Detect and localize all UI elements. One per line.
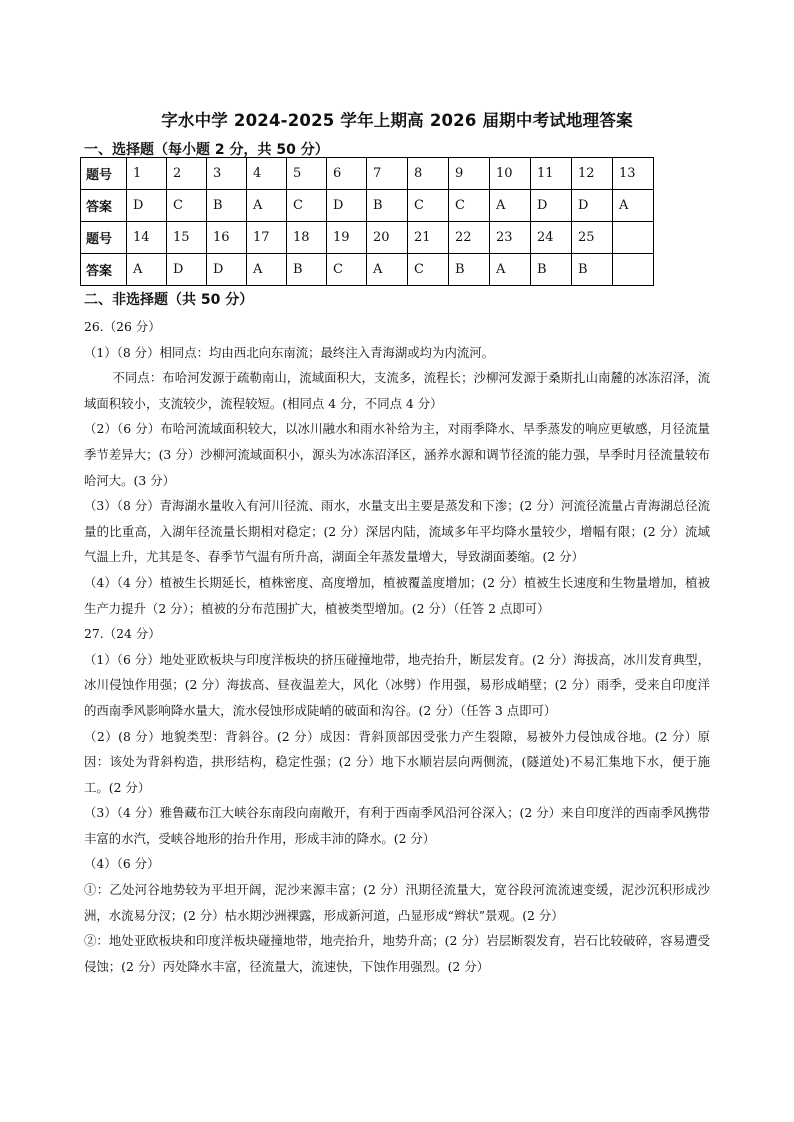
answer-table-body (81, 158, 654, 286)
q26-part-1: （1）（8 分）相同点：均由西北向东南流；最终注入青海湖或均为内流河。 (84, 344, 495, 360)
question-number-cell: 1 (127, 158, 167, 190)
question-number-cell: 8 (408, 158, 449, 190)
question-number-cell: 17 (247, 222, 287, 254)
question-number-cell: 13 (613, 158, 654, 190)
question-number-cell: 23 (490, 222, 531, 254)
answer-cell: C (327, 254, 367, 286)
answer-text-body (84, 314, 710, 979)
answer-cell: A (367, 254, 408, 286)
question-number-cell: 21 (408, 222, 449, 254)
q26-part-3: （3）（8 分）青海湖水量收入有河川径流、雨水，水量支出主要是蒸发和下渗；(2 分）河流径流量占青海湖总径流量的比重高，入湖年径流量长期相对稳定；(2 分）深居内陆，流域多年平均降水量较少，增幅有限；(2 分）流域气温上升，尤其是冬、春季节气温有所升高，湖面全年蒸发量增大，导致湖面萎缩。(2 分） (84, 498, 710, 565)
question-number-row-label: 题号 (81, 222, 127, 254)
q26-part-2: （2）（6 分）布哈河流域面积较大，以冰川融水和雨水补给为主，对雨季降水、旱季蒸发的响应更敏感，月径流量季节差异大；(3 分）沙柳河流域面积小，源头为冰冻沼泽区，涵养水源和调节径流的能力强，旱季时月径流量较布哈河大。(3 分） (84, 421, 710, 488)
answer-cell: A (613, 190, 654, 222)
question-number-cell: 14 (127, 222, 167, 254)
answer-row (81, 254, 654, 286)
answer-cell: B (449, 254, 490, 286)
q27-part-1: （1）（6 分）地处亚欧板块与印度洋板块的挤压碰撞地带，地壳抬升，断层发育。(2 分）海拔高，冰川发育典型，冰川侵蚀作用强；(2 分）海拔高、昼夜温差大，风化（冰劈）作用强，易形成峭壁；(2 分）雨季，受来自印度洋的西南季风影响降水量大，流水侵蚀形成陡峭的破面和沟谷。(2 分）（任答 3 点即可） (84, 651, 710, 718)
q26-part-1-differences: 不同点：布哈河发源于疏勒南山，流域面积大，支流多，流程长；沙柳河发源于桑斯扎山南麓的冰冻沼泽，流域面积较小，支流较少，流程较短。(相同点 4 分，不同点 4 分） (84, 370, 710, 411)
answer-cell: D (167, 254, 207, 286)
question-number-cell: 15 (167, 222, 207, 254)
answer-cell: B (287, 254, 327, 286)
answer-cell: C (408, 254, 449, 286)
answer-cell: D (572, 190, 613, 222)
answer-cell: A (490, 254, 531, 286)
question-number-cell: 20 (367, 222, 408, 254)
question-number-row (81, 158, 654, 190)
q27-part-4-point-2: ②：地处亚欧板块和印度洋板块碰撞地带，地壳抬升，地势升高；(2 分）岩层断裂发育，岩石比较破碎，容易遭受侵蚀；(2 分）丙处降水丰富，径流量大，流速快，下蚀作用强烈。(2 分） (84, 933, 710, 974)
section-2-heading: 二、非选择题（共 50 分） (84, 292, 254, 308)
answer-cell: C (167, 190, 207, 222)
answer-cell: B (367, 190, 408, 222)
answer-cell (613, 254, 654, 286)
q27-part-4-header: （4）（6 分） (84, 856, 160, 872)
answer-cell: B (207, 190, 247, 222)
answer-cell: D (327, 190, 367, 222)
answer-row (81, 190, 654, 222)
answer-cell: C (287, 190, 327, 222)
q27-part-3: （3）（4 分）雅鲁藏布江大峡谷东南段向南敞开，有利于西南季风沿河谷深入；(2 分）来自印度洋的西南季风携带丰富的水汽，受峡谷地形的抬升作用，形成丰沛的降水。(2 分） (84, 805, 710, 846)
question-number-cell: 10 (490, 158, 531, 190)
q26-part-4: （4）（4 分）植被生长期延长，植株密度、高度增加，植被覆盖度增加；(2 分）植被生长速度和生物量增加，植被生产力提升（2 分）；植被的分布范围扩大，植被类型增加。(2 分）（任答 2 点即可） (84, 574, 710, 616)
answer-cell: A (127, 254, 167, 286)
question-number-cell: 4 (247, 158, 287, 190)
question-number-cell: 11 (531, 158, 572, 190)
answer-cell: A (490, 190, 531, 222)
answer-cell: A (247, 254, 287, 286)
question-number-cell: 22 (449, 222, 490, 254)
question-27-header: 27.（24 分） (84, 626, 161, 642)
answer-cell: A (247, 190, 287, 222)
section-1-heading: 一、选择题（每小题 2 分，共 50 分） (84, 142, 329, 158)
answer-cell: B (572, 254, 613, 286)
question-number-cell (613, 222, 654, 254)
answer-row-label: 答案 (81, 190, 127, 222)
question-number-row (81, 222, 654, 254)
answer-cell: C (408, 190, 449, 222)
question-number-cell: 19 (327, 222, 367, 254)
answer-table (80, 157, 654, 286)
question-number-cell: 18 (287, 222, 327, 254)
question-number-cell: 3 (207, 158, 247, 190)
question-number-cell: 12 (572, 158, 613, 190)
question-number-cell: 25 (572, 222, 613, 254)
answer-cell: D (531, 190, 572, 222)
answer-cell: B (531, 254, 572, 286)
q27-part-4-point-1: ①：乙处河谷地势较为平坦开阔，泥沙来源丰富；(2 分）汛期径流量大，宽谷段河流流速变缓，泥沙沉积形成沙洲，水流易分汊；(2 分）枯水期沙洲裸露，形成新河道，凸显形成“辫状”景观。(2 分） (84, 882, 710, 923)
answer-cell: D (127, 190, 167, 222)
question-number-cell: 16 (207, 222, 247, 254)
question-number-cell: 7 (367, 158, 408, 190)
answer-cell: D (207, 254, 247, 286)
question-26-header: 26.（26 分） (84, 319, 161, 334)
question-number-cell: 9 (449, 158, 490, 190)
question-number-cell: 2 (167, 158, 207, 190)
page-title: 字水中学 2024-2025 学年上期高 2026 届期中考试地理答案 (161, 111, 633, 130)
question-number-cell: 24 (531, 222, 572, 254)
q27-part-2: （2）(8 分）地貌类型：背斜谷。(2 分）成因：背斜顶部因受张力产生裂隙，易被外力侵蚀成谷地。(2 分）原因：该处为背斜构造，拱形结构，稳定性强；(2 分）地下水顺岩层向两侧流，(隧道处)不易汇集地下水，便于施工。(2 分） (84, 728, 710, 795)
answer-row-label: 答案 (81, 254, 127, 286)
question-number-row-label: 题号 (81, 158, 127, 190)
question-number-cell: 6 (327, 158, 367, 190)
question-number-cell: 5 (287, 158, 327, 190)
answer-cell: C (449, 190, 490, 222)
